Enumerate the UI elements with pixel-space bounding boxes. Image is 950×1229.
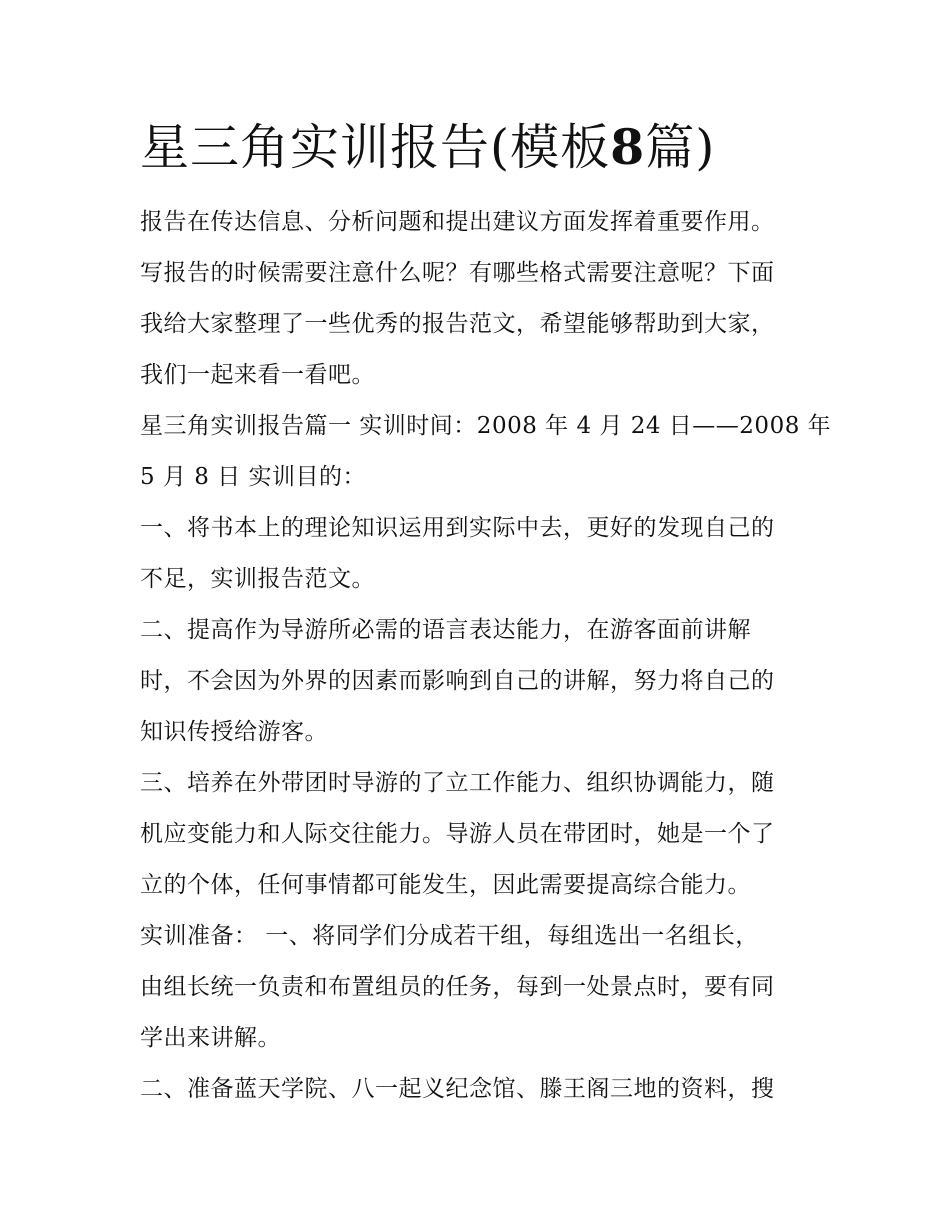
title-prefix: 星三角实训报告(模板 (140, 119, 611, 176)
text-line: 机应变能力和人际交往能力。导游人员在带团时，她是一个了 (140, 821, 775, 847)
title-number: 8 (610, 118, 646, 176)
text-line: 时，不会因为外界的因素而影响到自己的讲解，努力将自己的 (140, 668, 775, 694)
text-line: 我们一起来看一看吧。 (140, 362, 375, 388)
document-title (140, 112, 840, 183)
text-line: 5 月 8 日 实训目的： (140, 464, 367, 490)
text-line: 我给大家整理了一些优秀的报告范文，希望能够帮助到大家， (140, 311, 775, 337)
text-line: 二、提高作为导游所必需的语言表达能力，在游客面前讲解 (140, 617, 751, 643)
text-line: 学出来讲解。 (140, 1025, 281, 1051)
document-body (140, 197, 832, 1115)
text-line: 星三角实训报告篇一 实训时间：2008 年 4 月 24 日——2008 年 (140, 413, 832, 439)
text-line: 写报告的时候需要注意什么呢？有哪些格式需要注意呢？下面 (140, 260, 775, 286)
text-line: 不足，实训报告范文。 (140, 566, 375, 592)
title-suffix: 篇) (645, 119, 716, 176)
text-line: 实训准备： 一、将同学们分成若干组，每组选出一名组长， (140, 923, 759, 949)
text-line: 立的个体，任何事情都可能发生，因此需要提高综合能力。 (140, 872, 751, 898)
text-line: 报告在传达信息、分析问题和提出建议方面发挥着重要作用。 (140, 209, 775, 235)
text-line: 知识传授给游客。 (140, 719, 328, 745)
text-line: 一、将书本上的理论知识运用到实际中去，更好的发现自己的 (140, 515, 775, 541)
text-line: 由组长统一负责和布置组员的任务，每到一处景点时，要有同 (140, 974, 775, 1000)
text-line: 二、准备蓝天学院、八一起义纪念馆、滕王阁三地的资料，搜 (140, 1076, 775, 1102)
text-line: 三、培养在外带团时导游的了立工作能力、组织协调能力，随 (140, 770, 775, 796)
